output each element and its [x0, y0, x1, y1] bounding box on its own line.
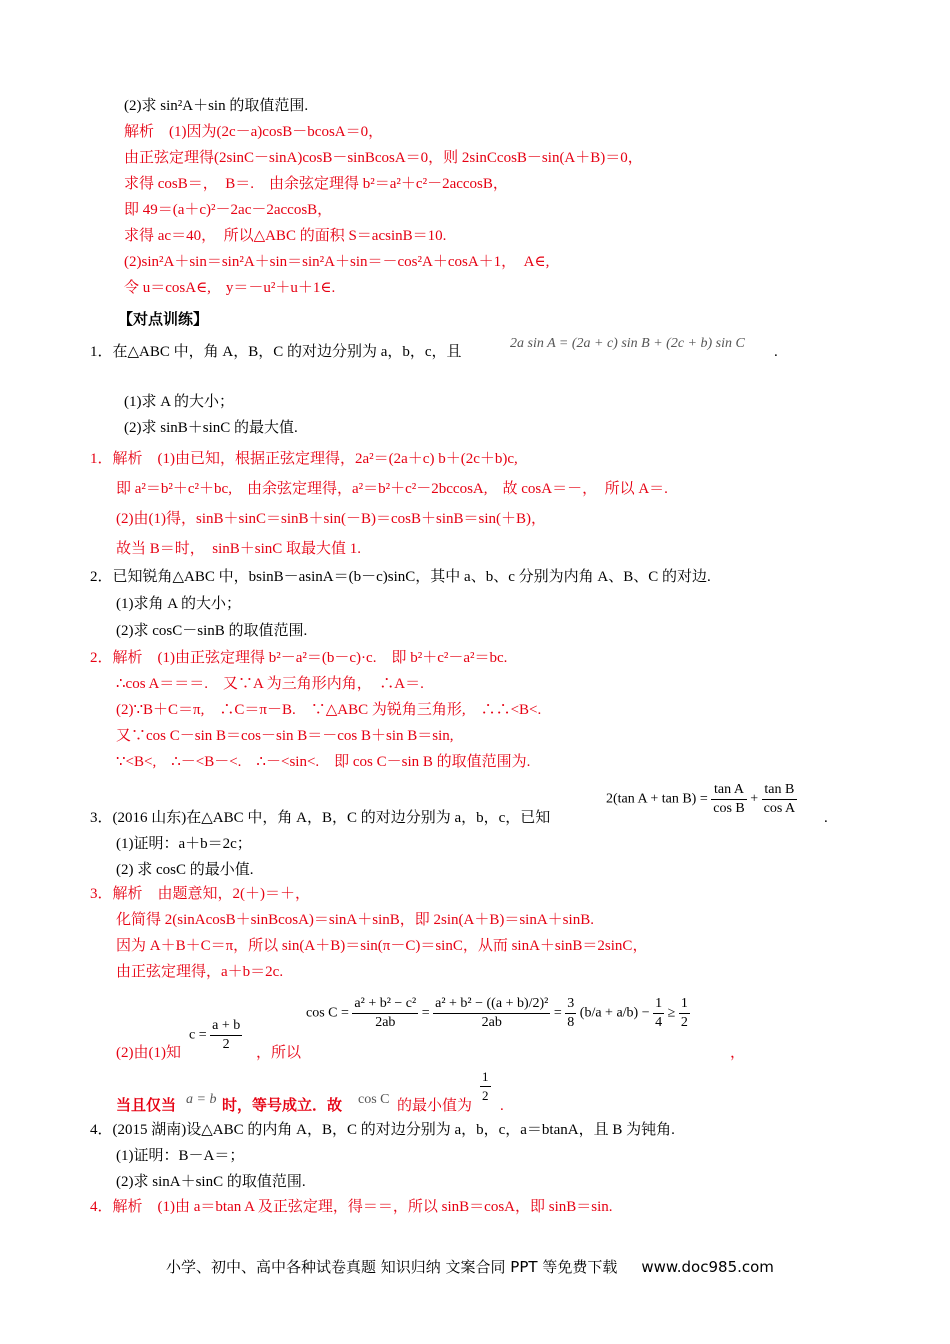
fraction: $\frac{\text{a² + b² − c²}}{2ab}$ — [354, 996, 417, 1030]
problem-3: 3．(2016 山东)在△ABC 中，角 A，B，C 的对边分别为 a，b，c，已知 — [90, 810, 551, 826]
problem-1-equation: 2a sin A = (2a + c) sin B + (2c + b) sin C — [510, 336, 745, 351]
fraction: $\frac{1}{4}$ — [655, 996, 663, 1030]
problem-1: 1．在△ABC 中，角 A，B，C 的对边分别为 a，b，c，且 — [90, 344, 462, 360]
problem-line: (2)求 sinA＋sinC 的取值范围. — [116, 1174, 306, 1190]
cos-c: cos C — [358, 1092, 390, 1107]
solution-line: 求得 cosB＝， B＝. 由余弦定理得 b²＝a²＋c²－2accosB， — [124, 176, 508, 192]
section-heading: 【对点训练】 — [118, 312, 209, 328]
fraction: $\frac{\text{tan B}}{\text{cos A}}$ — [763, 782, 796, 816]
solution-line: ∴cos A＝＝＝. 又∵A 为三角形内角， ∴A＝. — [116, 676, 424, 692]
solution-line: 即 49＝(a＋c)²－2ac－2accosB， — [124, 202, 333, 218]
fraction: $\frac{1}{2}$ — [680, 996, 688, 1030]
problem-line: (1)求 A 的大小； — [124, 394, 234, 410]
solution-line: ∵<B<, ∴－<B－<. ∴－<sin<. 即 cos C－sin B 的取值范围为. — [116, 754, 531, 770]
solution-line: 令 u＝cosA∈, y＝－u²＋u＋1∈. — [124, 280, 336, 296]
problem-line: (2)求 sinB＋sinC 的最大值. — [124, 420, 298, 436]
fraction: $\frac{\text{a² + b² − ((a + b)/2)²}}{2ab}$ — [435, 996, 549, 1030]
cos-c-derivation: cos C = $\frac{\text{a² + b² − c²}}{2ab}$ = $\frac{\text{a² + b² − ((a + b)/2)²}}{2ab}$ = $\frac{3}{8}$ (b/a + a/b) − $\frac{1}{4}$ ≥ $\frac{1}{2}$ — [306, 996, 688, 1030]
footer — [166, 1256, 774, 1277]
solution-line: 3．解析 由题意知，2(＋)＝＋， — [90, 886, 310, 902]
solution-line: ，所以 — [256, 1045, 302, 1061]
fraction: $\frac{\text{tan A}}{\text{cos B}}$ — [713, 782, 745, 816]
a-eq-b: a = b — [186, 1092, 217, 1107]
solution-comma: ， — [730, 1045, 746, 1061]
solution-line: 解析 (1)因为(2c－a)cosB－bcosA＝0， — [124, 124, 384, 140]
solution-line: 由正弦定理得(2sinC－sinA)cosB－sinBcosA＝0，则 2sinCcosB－sin(A＋B)＝0， — [124, 150, 643, 166]
fraction: $\frac{a + b}{2}$ — [212, 1018, 241, 1052]
solution-line: 因为 A＋B＋C＝π，所以 sin(A＋B)＝sin(π－C)＝sinC，从而 sinA＋sinB＝2sinC， — [116, 938, 648, 954]
solution-line: 时，等号成立．故 — [222, 1098, 343, 1114]
solution-line: 当且仅当 — [116, 1098, 177, 1114]
problem-3-equation: 2(tan A + tan B) = $\frac{\text{tan A}}{\text{cos B}}$ + $\frac{\text{tan B}}{\text{cos A}}$ — [606, 782, 796, 816]
solution-line: (2)由(1)知 — [116, 1045, 181, 1061]
fraction: $\frac{3}{8}$ — [567, 996, 575, 1030]
problem-3-period: . — [824, 810, 828, 826]
solution-period: . — [500, 1098, 504, 1114]
problem-line: (1)证明：B－A＝； — [116, 1148, 245, 1164]
solution-line: 1．解析 (1)由已知，根据正弦定理得，2a²＝(2a＋c) b＋(2c＋b)c, — [90, 451, 518, 467]
solution-line: 的最小值为 — [397, 1098, 473, 1114]
problem-1-period: . — [774, 344, 778, 360]
problem-4: 4．(2015 湖南)设△ABC 的内角 A，B，C 的对边分别为 a，b，c，a＝btanA，且 B 为钝角. — [90, 1122, 675, 1138]
solution-line: (2)由(1)得，sinB＋sinC＝sinB＋sin(－B)＝cosB＋sinB＝sin(＋B)， — [116, 511, 547, 527]
footer-text: 小学、初中、高中各种试卷真题 知识归纳 文案合同 PPT 等免费下载 — [166, 1258, 618, 1276]
solution-line: 2．解析 (1)由正弦定理得 b²－a²＝(b－c)·c. 即 b²＋c²－a²＝bc. — [90, 650, 508, 666]
footer-url[interactable]: www.doc985.com — [641, 1258, 774, 1276]
solution-line: 又∵cos C－sin B＝cos－sin B＝－cos B＋sin B＝sin, — [116, 728, 454, 744]
problem-line: (1)证明：a＋b＝2c； — [116, 836, 252, 852]
half-fraction: $\frac{1}{2}$ — [482, 1069, 489, 1103]
solution-line: (2)sin²A＋sin＝sin²A＋sin＝sin²A＋sin＝－cos²A＋cosA＋1， A∈, — [124, 254, 550, 270]
solution-line: 求得 ac＝40， 所以△ABC 的面积 S＝acsinB＝10. — [124, 228, 447, 244]
problem-2: 2．已知锐角△ABC 中，bsinB－asinA＝(b－c)sinC，其中 a、b、c 分别为内角 A、B、C 的对边. — [90, 569, 711, 585]
solution-line: 由正弦定理得，a＋b＝2c. — [116, 964, 284, 980]
problem-line: (2) 求 cosC 的最小值. — [116, 862, 254, 878]
eq-lhs: 2(tan A + tan B) = — [606, 791, 708, 807]
solution-line: 即 a²＝b²＋c²＋bc, 由余弦定理得，a²＝b²＋c²－2bccosA, 故 cosA＝－， 所以 A＝. — [116, 481, 668, 497]
solution-line: 化简得 2(sinAcosB＋sinBcosA)＝sinA＋sinB，即 2sin(A＋B)＝sinA＋sinB. — [116, 912, 594, 928]
c-equation: c = $\frac{a + b}{2}$ — [189, 1018, 241, 1052]
line-question-2: (2)求 sin²A＋sin 的取值范围. — [124, 98, 309, 114]
solution-line: 故当 B＝时， sinB＋sinC 取最大值 1. — [116, 541, 362, 557]
problem-line: (2)求 cosC－sinB 的取值范围. — [116, 623, 308, 639]
solution-line: 4．解析 (1)由 a＝btan A 及正弦定理，得＝＝，所以 sinB＝cosA，即 sinB＝sin. — [90, 1199, 613, 1215]
problem-line: (1)求角 A 的大小； — [116, 596, 241, 612]
solution-line: (2)∵B＋C＝π, ∴C＝π－B. ∵△ABC 为锐角三角形, ∴∴<B<. — [116, 702, 542, 718]
